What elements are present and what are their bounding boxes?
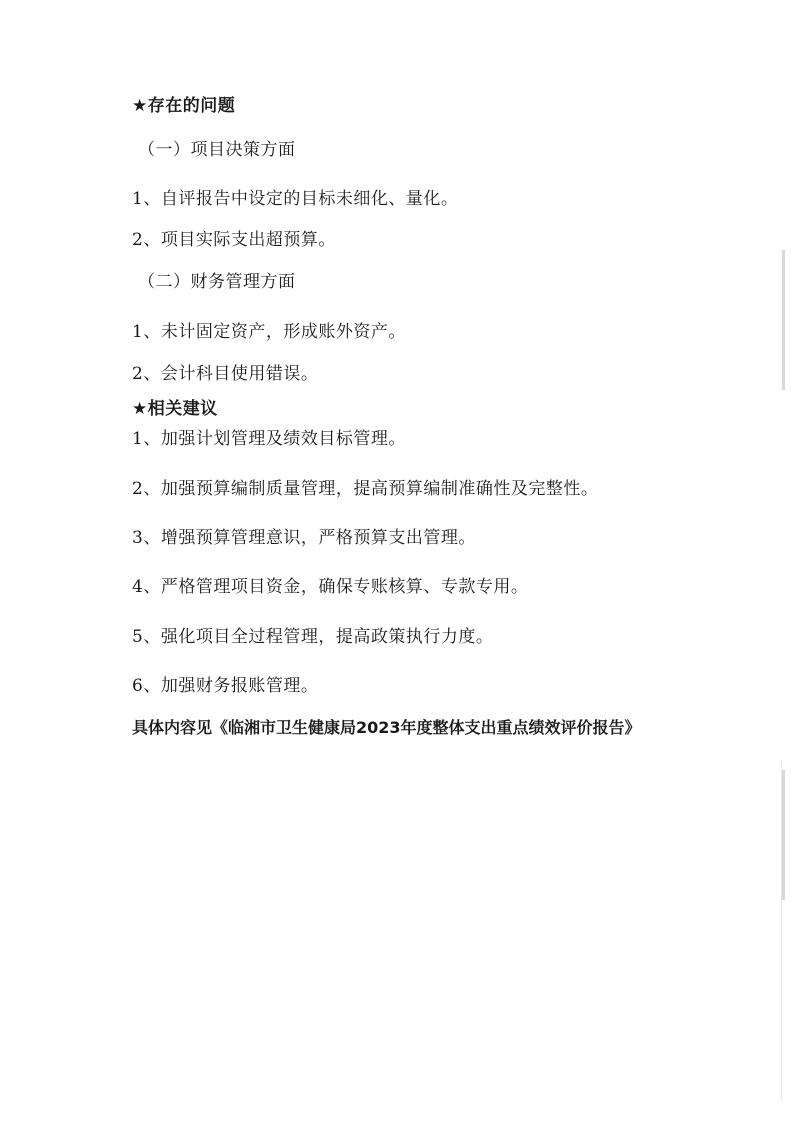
section-finance-title: （二）财务管理方面 (138, 272, 296, 292)
scan-edge-mark (782, 770, 785, 900)
suggestion-item: 3、增强预算管理意识，严格预算支出管理。 (132, 528, 476, 548)
suggestion-item: 5、强化项目全过程管理，提高政策执行力度。 (132, 627, 494, 647)
issue-item: 2、项目实际支出超预算。 (132, 230, 336, 250)
suggestion-item: 2、加强预算编制质量管理，提高预算编制准确性及完整性。 (132, 479, 599, 499)
suggestion-item: 6、加强财务报账管理。 (132, 676, 319, 696)
scan-edge-line (781, 760, 782, 1100)
suggestion-item: 1、加强计划管理及绩效目标管理。 (132, 429, 406, 449)
issue-item: 1、自评报告中设定的目标未细化、量化。 (132, 189, 459, 209)
issue-item: 2、会计科目使用错误。 (132, 364, 319, 384)
suggestion-item: 4、严格管理项目资金，确保专账核算、专款专用。 (132, 577, 529, 597)
suggestions-heading: ★相关建议 (132, 399, 218, 419)
closing-reference: 具体内容见《临湘市卫生健康局2023年度整体支出重点绩效评价报告》 (132, 718, 641, 737)
scan-edge-mark (782, 250, 785, 390)
section-decision-title: （一）项目决策方面 (138, 140, 296, 160)
issues-heading: ★存在的问题 (132, 96, 236, 116)
issue-item: 1、未计固定资产，形成账外资产。 (132, 322, 406, 342)
